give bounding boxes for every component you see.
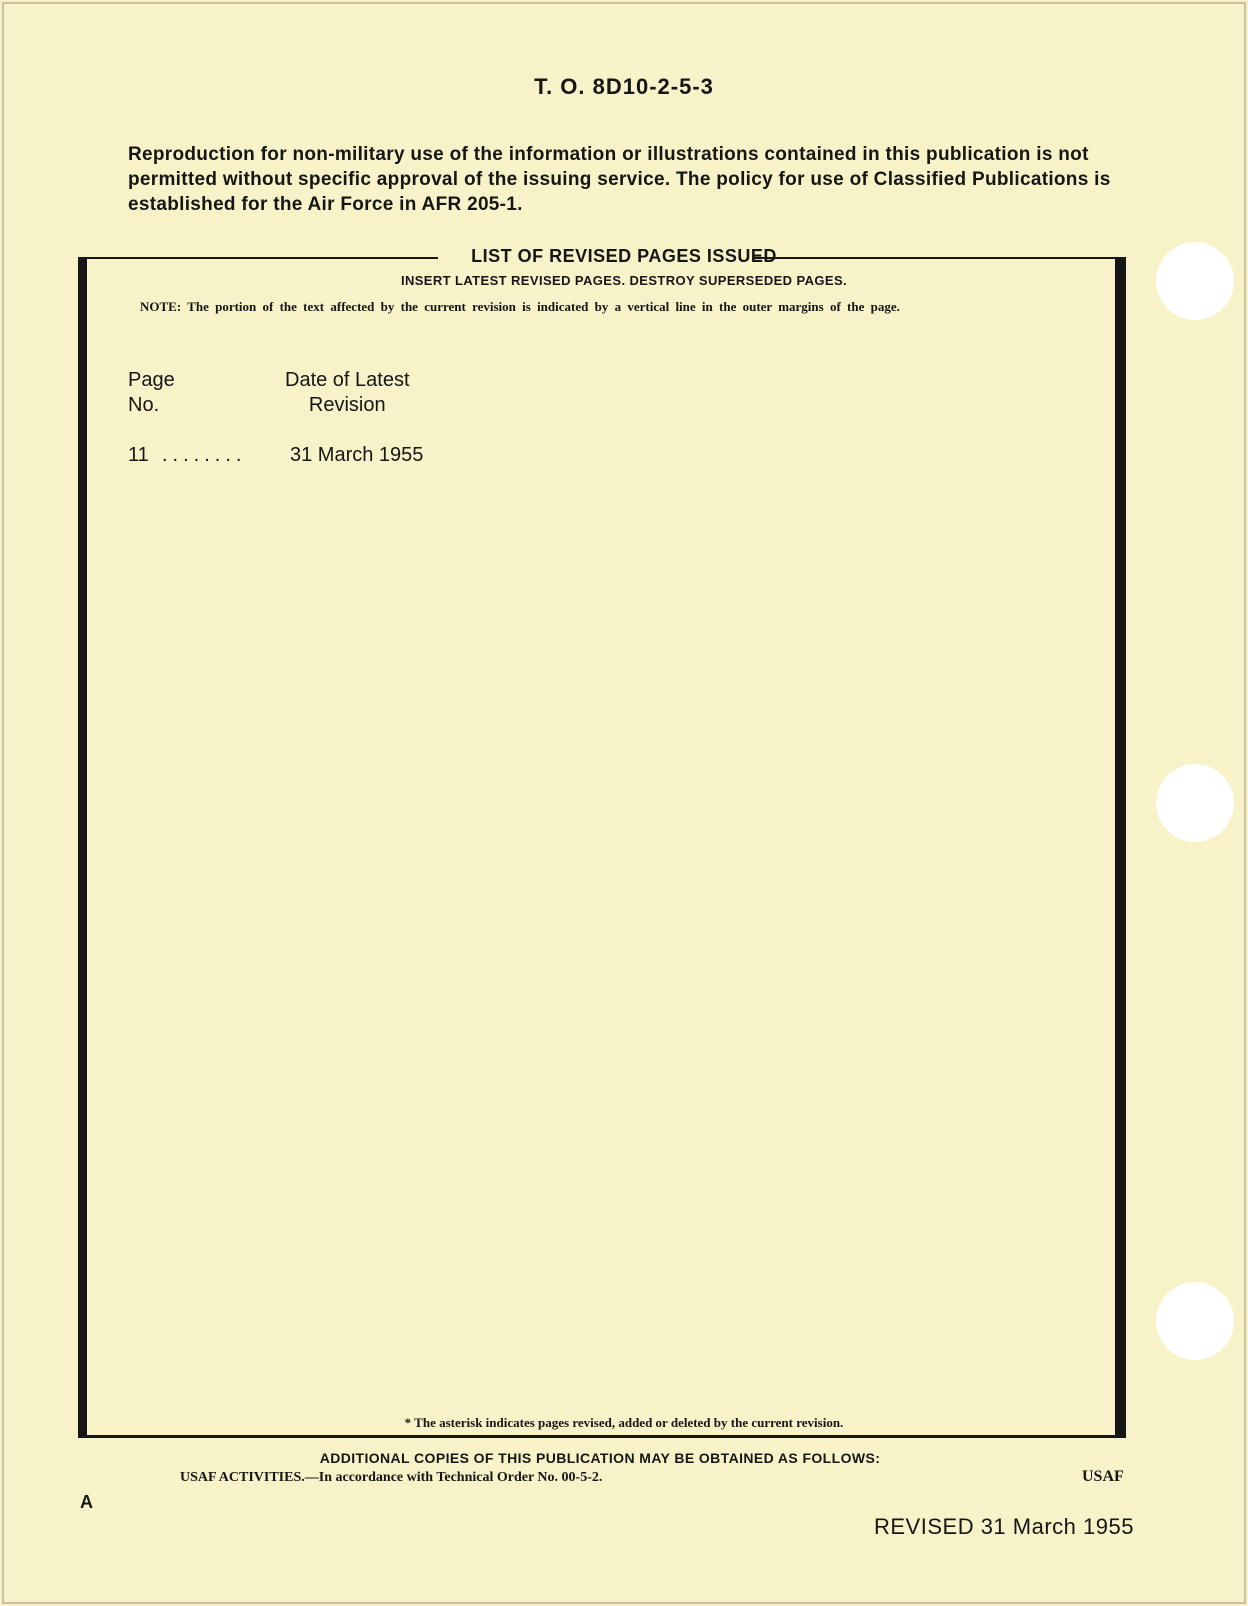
column-header-date <box>285 368 410 418</box>
column-header-date-line2: Revision <box>308 394 386 416</box>
additional-copies-heading: ADDITIONAL COPIES OF THIS PUBLICATION MAY BE OBTAINED AS FOLLOWS: <box>319 1450 881 1466</box>
revised-pages-title: LIST OF REVISED PAGES ISSUED <box>471 246 777 266</box>
punch-hole-top <box>1156 242 1234 320</box>
column-header-page <box>128 368 175 418</box>
entry-revision-date: 31 March 1955 <box>290 444 424 466</box>
insert-instruction: INSERT LATEST REVISED PAGES. DESTROY SUPERSEDED PAGES. <box>400 273 848 288</box>
revision-note: NOTE: The portion of the text affected by the current revision is indicated by a vertical line in the outer margins of the page. <box>140 299 900 314</box>
column-header-page-line2: No. <box>128 394 160 416</box>
punch-hole-middle <box>1156 764 1234 842</box>
technical-order-number: T. O. 8D10-2-5-3 <box>534 74 714 99</box>
entry-page-number: 11 <box>128 444 149 466</box>
usaf-activities-line: USAF ACTIVITIES.—In accordance with Technical Order No. 00-5-2. <box>180 1470 603 1485</box>
usaf-label: USAF <box>1082 1468 1124 1485</box>
page-letter: A <box>80 1492 93 1512</box>
column-header-page-line1: Page <box>128 369 175 391</box>
column-header-date-line1: Date of Latest <box>285 369 410 391</box>
revised-pages-box <box>78 258 1126 1438</box>
asterisk-note: * The asterisk indicates pages revised, added or deleted by the current revision. <box>404 1415 844 1430</box>
revised-date: REVISED 31 March 1955 <box>874 1514 1134 1539</box>
reproduction-notice: Reproduction for non-military use of the information or illustrations contained in this publication is not permitted without specific approval of the issuing service. The policy for use of Classified Publications is established for the Air Force in AFR 205-1. <box>128 144 1111 215</box>
entry-dot-leader: ........ <box>162 444 247 466</box>
punch-hole-bottom <box>1156 1282 1234 1360</box>
